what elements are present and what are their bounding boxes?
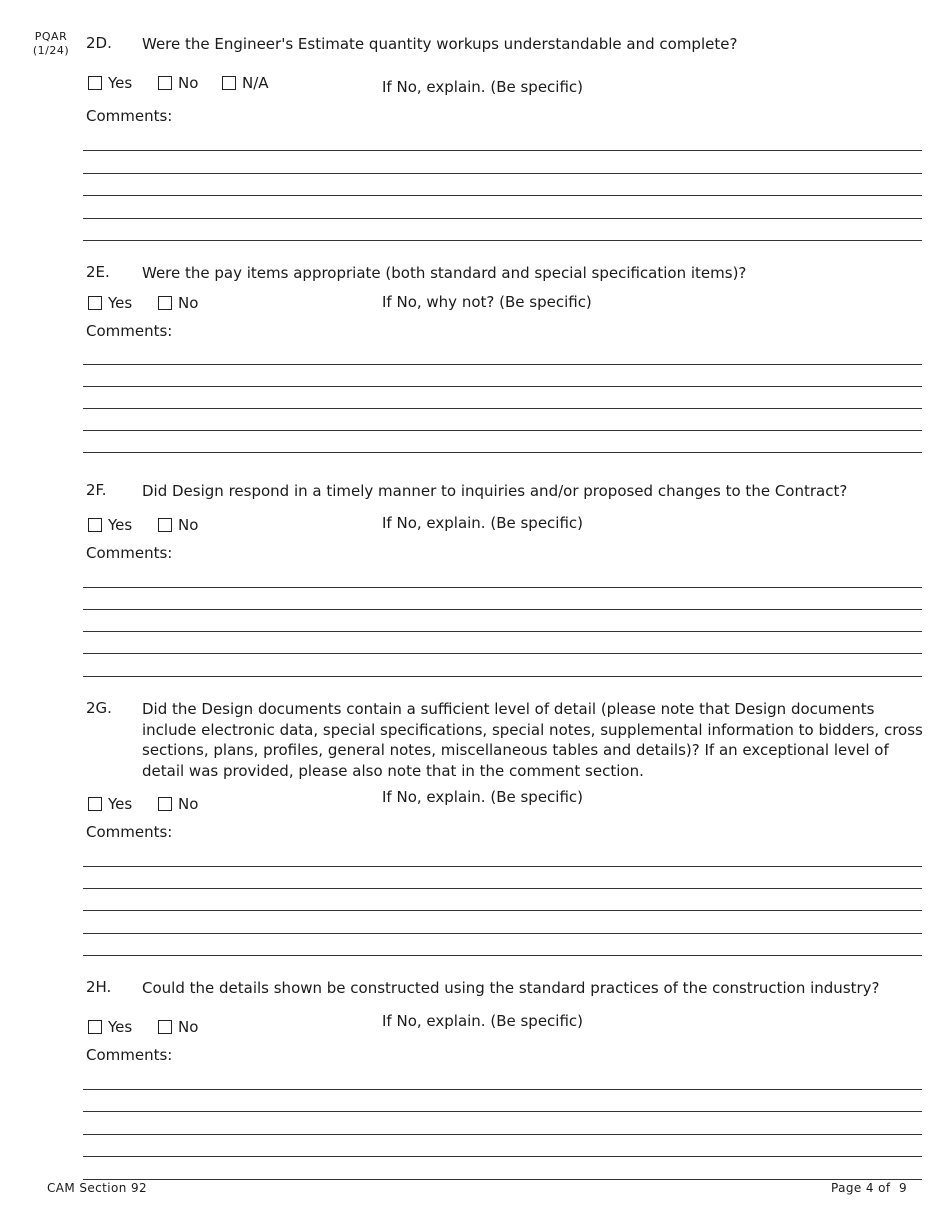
comment-line[interactable] [83,933,922,934]
comment-line[interactable] [83,452,922,453]
comment-line[interactable] [83,364,922,365]
checkbox-yes[interactable] [88,294,132,312]
checkbox-box[interactable] [88,296,102,310]
comments-label: Comments: [86,823,173,841]
checkbox-label: Yes [108,74,133,92]
checkbox-box[interactable] [158,518,172,532]
comment-line[interactable] [83,1089,922,1090]
comment-line[interactable] [83,1134,922,1135]
checkbox-label: No [178,1018,199,1036]
explain-prompt: If No, explain. (Be specific) [382,1012,584,1030]
comment-line[interactable] [83,430,922,431]
checkbox-label: Yes [108,516,133,534]
comment-line[interactable] [83,1156,922,1157]
question-text: Did Design respond in a timely manner to inquiries and/or proposed changes to the Contract? [142,482,848,500]
comment-line[interactable] [83,631,922,632]
comment-line[interactable] [83,195,922,196]
checkbox-label: No [178,74,199,92]
comments-label: Comments: [86,322,173,340]
checkbox-box[interactable] [158,1020,172,1034]
checkbox-box[interactable] [222,76,236,90]
page-indicator [831,1181,907,1195]
checkbox-label: Yes [108,294,133,312]
checkbox-yes[interactable] [88,516,132,534]
checkbox-box[interactable] [88,76,102,90]
checkbox-label: Yes [108,795,133,813]
checkbox-box[interactable] [88,797,102,811]
question-text: Could the details shown be constructed using the standard practices of the construction industry? [142,979,880,997]
question-number: 2G. [86,699,112,717]
comment-line[interactable] [83,240,922,241]
form-code: PQAR [34,30,68,43]
checkbox-label: N/A [242,74,269,92]
question-text: Were the Engineer's Estimate quantity workups understandable and complete? [142,35,738,53]
question-number: 2F. [86,481,107,499]
comments-label: Comments: [86,544,173,562]
checkbox-label: No [178,795,199,813]
comment-line[interactable] [83,888,922,889]
checkbox-no[interactable] [158,294,198,312]
checkbox-na[interactable] [222,74,269,92]
checkbox-no[interactable] [158,516,198,534]
checkbox-label: No [178,294,199,312]
checkbox-box[interactable] [158,296,172,310]
comments-label: Comments: [86,1046,173,1064]
form-revision: (1/24) [32,44,70,57]
comment-line[interactable] [83,676,922,677]
checkbox-label: Yes [108,1018,133,1036]
comment-line[interactable] [83,173,922,174]
page-label: Page [831,1181,862,1195]
comment-line[interactable] [83,150,922,151]
checkbox-yes[interactable] [88,74,132,92]
comment-line[interactable] [83,955,922,956]
question-number: 2H. [86,978,112,996]
explain-prompt: If No, explain. (Be specific) [382,78,584,96]
checkbox-box[interactable] [158,76,172,90]
checkbox-box[interactable] [158,797,172,811]
explain-prompt: If No, explain. (Be specific) [382,514,584,532]
comment-line[interactable] [83,910,922,911]
checkbox-box[interactable] [88,1020,102,1034]
checkbox-no[interactable] [158,74,198,92]
form-id [30,30,72,58]
checkbox-box[interactable] [88,518,102,532]
comment-line[interactable] [83,1179,922,1180]
explain-prompt: If No, explain. (Be specific) [382,788,584,806]
question-number: 2D. [86,34,112,52]
footer-section-label: CAM Section 92 [47,1181,148,1195]
page-total: 9 [898,1181,907,1195]
comment-line[interactable] [83,609,922,610]
explain-prompt: If No, why not? (Be specific) [382,293,592,311]
comments-label: Comments: [86,107,173,125]
page-number: 4 [865,1181,874,1195]
checkbox-yes[interactable] [88,795,132,813]
comment-line[interactable] [83,587,922,588]
checkbox-no[interactable] [158,795,198,813]
checkbox-no[interactable] [158,1018,198,1036]
comment-line[interactable] [83,866,922,867]
comment-line[interactable] [83,1111,922,1112]
comment-line[interactable] [83,386,922,387]
comment-line[interactable] [83,653,922,654]
comment-line[interactable] [83,408,922,409]
question-text: Did the Design documents contain a sufficient level of detail (please note that Design documents include electronic data, special specifications, special notes, supplemental information to bidders, cross sections, plans, profiles, general notes, miscellaneous tables and details)? If an exceptional level of detail was provided, please also note that in the comment section. [142,700,923,780]
checkbox-label: No [178,516,199,534]
question-text: Were the pay items appropriate (both standard and special specification items)? [142,264,747,282]
question-number: 2E. [86,263,110,281]
page-of-label: of [878,1181,891,1195]
checkbox-yes[interactable] [88,1018,132,1036]
comment-line[interactable] [83,218,922,219]
